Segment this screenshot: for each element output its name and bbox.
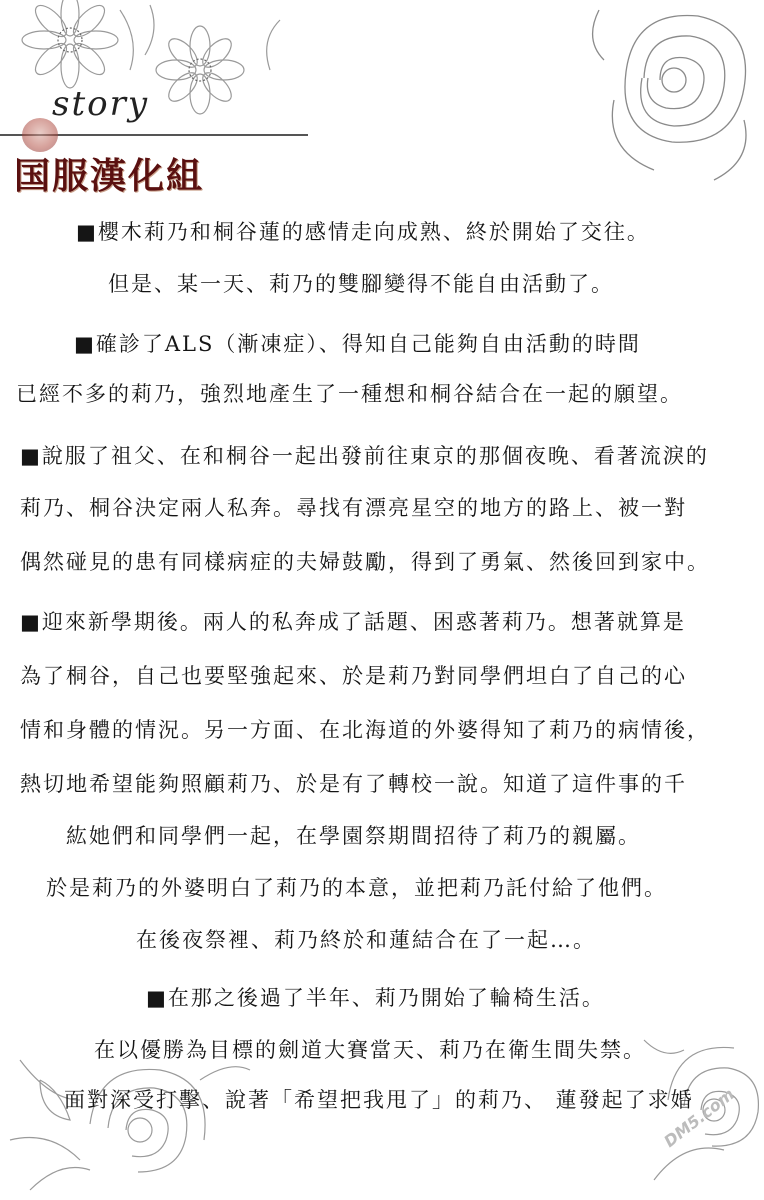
story-line: ■確診了ALS（漸凍症）、得知自己能夠自由活動的時間: [74, 332, 641, 356]
story-heading: story: [52, 84, 150, 124]
story-line: 為了桐谷，自己也要堅強起來、於是莉乃對同學們坦白了自己的心: [20, 664, 687, 688]
story-line: 偶然碰見的患有同樣病症的夫婦鼓勵，得到了勇氣、然後回到家中。: [20, 550, 710, 574]
story-line: 但是、某一天、莉乃的雙腳變得不能自由活動了。: [108, 272, 614, 296]
story-line: ■櫻木莉乃和桐谷蓮的感情走向成熟、終於開始了交往。: [76, 220, 650, 244]
story-line: ■說服了祖父、在和桐谷一起出發前往東京的那個夜晚、看著流淚的: [20, 444, 709, 468]
story-line: 在以優勝為目標的劍道大賽當天、莉乃在衛生間失禁。: [94, 1038, 646, 1062]
story-line: 莉乃、桐谷決定兩人私奔。尋找有漂亮星空的地方的路上、被一對: [20, 496, 687, 520]
story-line: 於是莉乃的外婆明白了莉乃的本意，並把莉乃託付給了他們。: [46, 876, 667, 900]
story-line: ■在那之後過了半年、莉乃開始了輪椅生活。: [146, 986, 605, 1010]
site-watermark: DM5.com: [660, 1084, 738, 1151]
group-logo: 国服漢化組: [14, 155, 205, 197]
story-line: 在後夜祭裡、莉乃終於和蓮結合在了一起…。: [136, 928, 596, 952]
story-line: 熱切地希望能夠照顧莉乃、於是有了轉校一說。知道了這件事的千: [20, 772, 687, 796]
story-line: 面對深受打擊、說著「希望把我甩了」的莉乃、 蓮發起了求婚: [64, 1088, 694, 1112]
story-line: ■迎來新學期後。兩人的私奔成了話題、困惑著莉乃。想著就算是: [20, 610, 686, 634]
story-line: 情和身體的情況。另一方面、在北海道的外婆得知了莉乃的病情後，: [20, 718, 710, 742]
story-line: 已經不多的莉乃，強烈地產生了一種想和桐谷結合在一起的願望。: [16, 382, 683, 406]
story-line: 紘她們和同學們一起，在學園祭期間招待了莉乃的親屬。: [66, 824, 641, 848]
